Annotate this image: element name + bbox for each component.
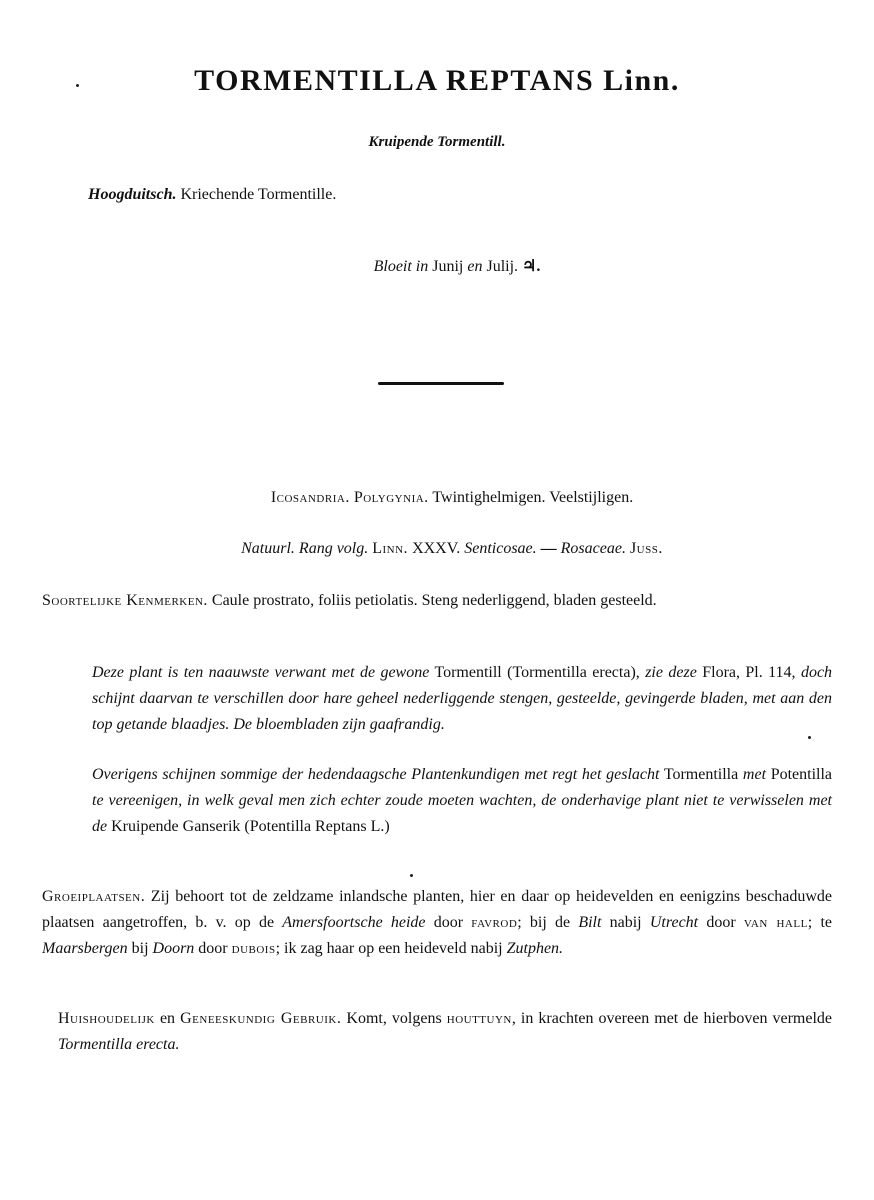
note-species-ref: Kruipende Ganserik (Potentilla Reptans L.): [111, 818, 390, 835]
speck-mark: [76, 84, 79, 87]
note-text-1: Overigens schijnen sommige der hedendaagsche Plantenkundigen met regt het geslacht: [92, 766, 660, 783]
dash: —: [540, 540, 557, 557]
habitat-text-4: nabij: [609, 914, 642, 931]
habitat-text-6: ; te: [807, 914, 832, 931]
german-name-line: [88, 186, 336, 204]
bloom-label: Bloeit in: [373, 258, 429, 275]
german-label: Hoogduitsch.: [88, 186, 177, 203]
species-characteristics-paragraph: [42, 588, 832, 614]
habitat-place-2: Bilt: [578, 914, 602, 931]
habitat-place-5: Doorn: [152, 940, 195, 957]
note-genus-2: Potentilla: [770, 766, 833, 783]
habitat-place-6: Zutphen.: [506, 940, 564, 957]
description-text-2: zie deze: [645, 664, 697, 681]
habitat-person-3: dubois: [231, 940, 276, 957]
classification-line: [0, 489, 874, 507]
usage-en: en: [159, 1010, 176, 1027]
habitat-text-8: door: [198, 940, 228, 957]
habitat-person-1: favrod: [471, 914, 518, 931]
usage-paragraph: [58, 1006, 832, 1058]
habitat-text-7: bij: [131, 940, 149, 957]
habitat-paragraph: [42, 884, 832, 962]
senticosae: Senticosae.: [464, 540, 537, 557]
note-text-2: met: [742, 766, 767, 783]
usage-heading-2: Geneeskundig Gebruik.: [180, 1010, 342, 1027]
description-flora-ref: Flora, Pl. 114,: [702, 664, 796, 681]
habitat-text-9: ; ik zag haar op een heideveld nabij: [275, 940, 503, 957]
linn-abbrev: Linn.: [372, 540, 409, 557]
bloom-en: en: [467, 258, 483, 275]
rosaceae: Rosaceae.: [560, 540, 626, 557]
characteristics-heading: Soortelijke Kenmerken.: [42, 592, 208, 609]
natural-rank-line: [0, 540, 874, 558]
description-text-3: doch schijnt daarvan te verschillen door hare geheel nederliggende stengen, gesteelde, gevingerde bladen, met aan den top getande blaadjes. De bloembladen zijn gaafrandig.: [92, 664, 833, 733]
usage-heading-1: Huishoudelijk: [58, 1010, 155, 1027]
speck-mark: [410, 874, 413, 877]
speck-mark: [808, 736, 811, 739]
habitat-place-3: Utrecht: [649, 914, 699, 931]
taxonomy-note-paragraph: [92, 762, 832, 840]
habitat-text-2: door: [433, 914, 464, 931]
rank-label: Natuurl. Rang volg.: [241, 540, 369, 557]
note-text-3: te vereenigen, in welk geval men zich echter zoude moeten wachten, de onderhavige plant niet te verwisselen met de: [92, 792, 832, 835]
habitat-text-5: door: [706, 914, 736, 931]
habitat-text-3: ; bij de: [517, 914, 571, 931]
dutch-order: Veelstijligen.: [549, 489, 634, 506]
note-genus-1: Tormentilla: [663, 766, 739, 783]
linn-number: XXXV.: [412, 540, 461, 557]
description-species-ref: Tormentill (Tormentilla erecta),: [434, 664, 640, 681]
dutch-class: Twintighelmigen.: [432, 489, 546, 506]
juss-abbrev: Juss.: [629, 540, 663, 557]
german-name: Kriechende Tormentille.: [180, 186, 337, 203]
linnaean-class: Icosandria.: [270, 489, 350, 506]
divider-rule: [378, 382, 504, 385]
usage-text-2: , in krachten overeen met de hierboven vermelde: [511, 1010, 833, 1027]
habitat-heading: Groeiplaatsen.: [42, 888, 146, 905]
habitat-person-2: van hall: [743, 914, 808, 931]
usage-species: Tormentilla erecta.: [58, 1036, 180, 1053]
description-text-1: Deze plant is ten naauwste verwant met de gewone: [92, 664, 430, 681]
usage-person: houttuyn: [446, 1010, 512, 1027]
perennial-symbol: ♃.: [522, 258, 541, 275]
habitat-place-1: Amersfoortsche heide: [282, 914, 426, 931]
usage-text-1: Komt, volgens: [346, 1010, 442, 1027]
habitat-place-4: Maarsbergen: [42, 940, 128, 957]
bloom-line: [0, 256, 874, 276]
characteristics-text: Caule prostrato, foliis petiolatis. Steng nederliggend, bladen gesteeld.: [211, 592, 657, 609]
bloom-month-1: Junij: [432, 258, 464, 275]
habitat-text-1: Zij behoort tot de zeldzame inlandsche planten, hier en daar op heidevelden en eenigzins beschaduwde plaatsen aangetroffen, b. v. op de: [42, 888, 832, 931]
page-title: TORMENTILLA REPTANS Linn.: [194, 64, 680, 97]
linnaean-order: Polygynia.: [353, 489, 429, 506]
description-paragraph: [92, 660, 832, 738]
bloom-month-2: Julij.: [486, 258, 519, 275]
dutch-name: Kruipende Tormentill.: [368, 134, 506, 150]
